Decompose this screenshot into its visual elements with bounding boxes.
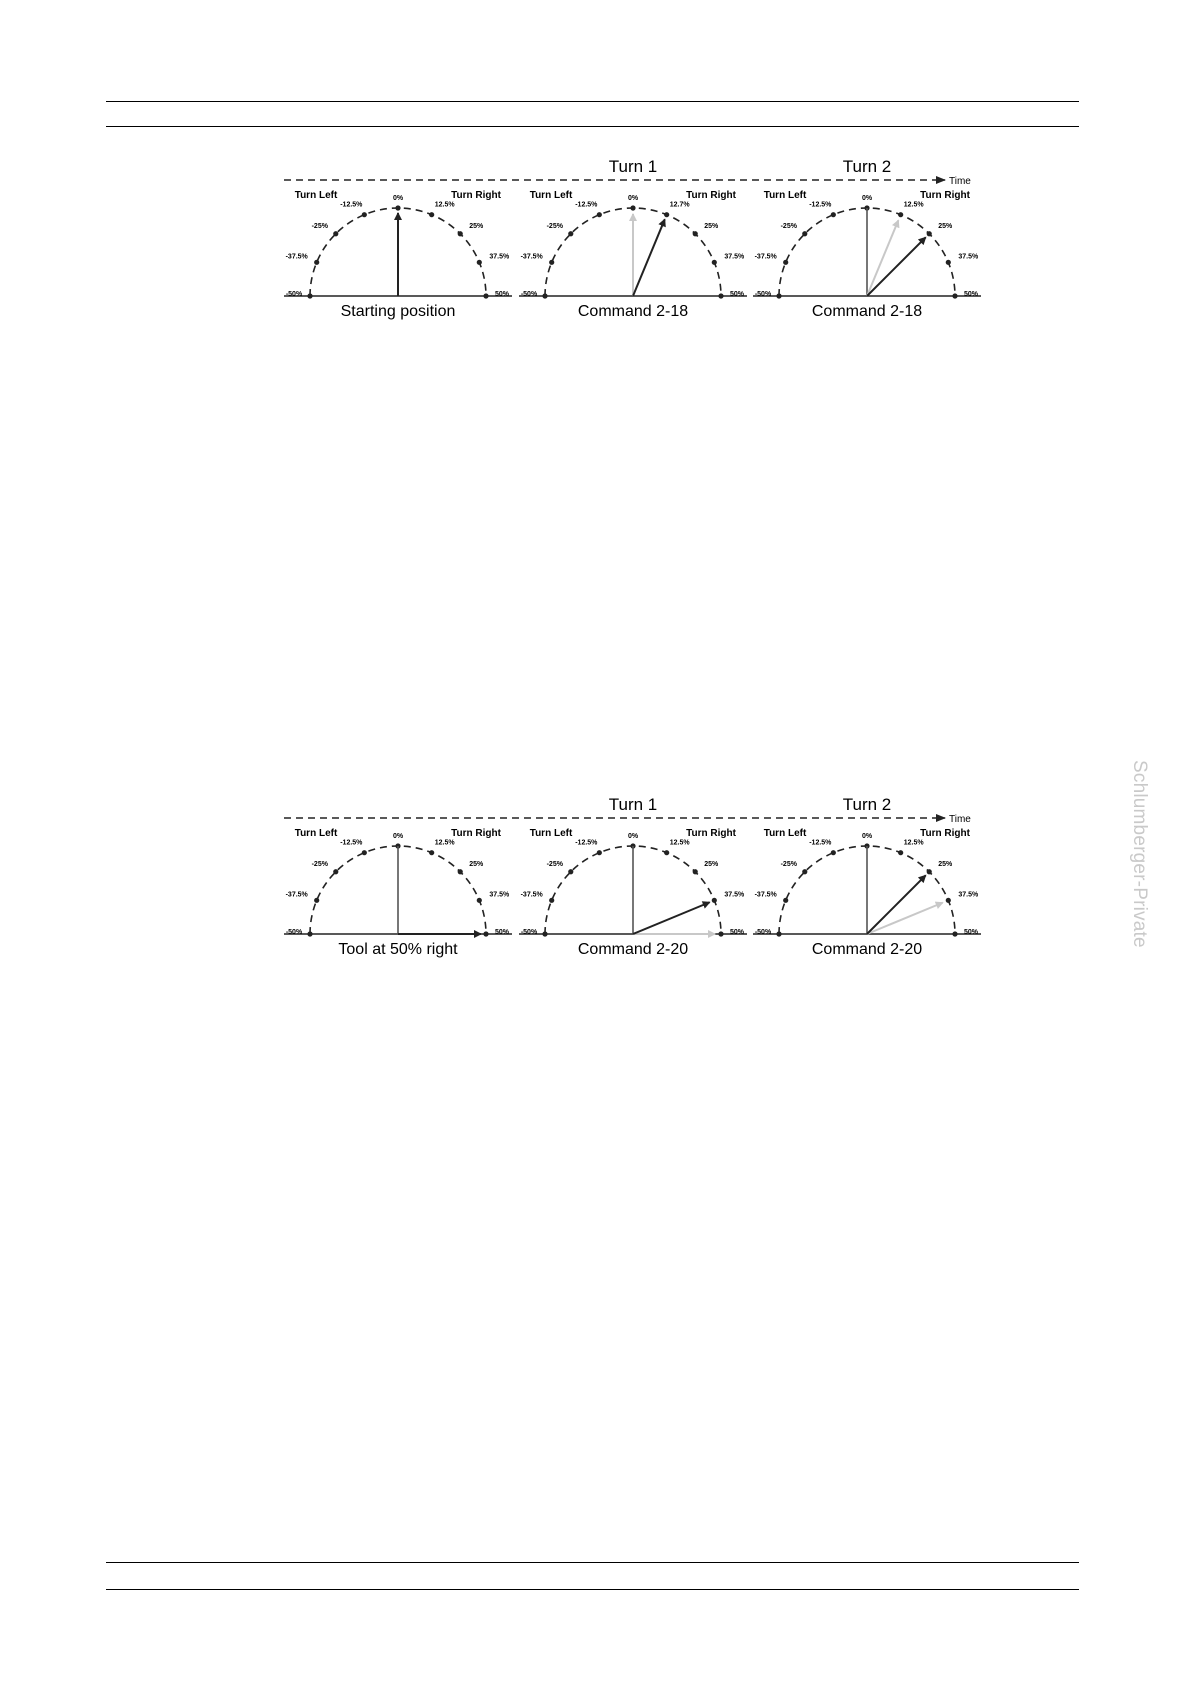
gauge-tick	[946, 898, 951, 903]
gauge-tick	[802, 231, 807, 236]
gauge-tick	[927, 869, 932, 874]
gauge-tick-label: 0%	[392, 195, 404, 202]
gauge-panel	[284, 828, 512, 958]
gauge-tick-label: 12.5%	[669, 839, 690, 847]
turn-left-label: Turn Left	[529, 190, 573, 201]
current-position-arrow	[633, 902, 710, 934]
gauge-tick	[693, 869, 698, 874]
gauge-tick-label: -37.5%	[285, 891, 308, 899]
gauge-tick	[429, 850, 434, 855]
gauge-tick-label: -50%	[520, 929, 538, 936]
gauge-tick	[362, 850, 367, 855]
header-rule-bottom	[106, 126, 1079, 127]
gauge-tick	[458, 869, 463, 874]
panel-caption: Command 2-20	[811, 941, 923, 958]
gauge-tick-label: 37.5%	[958, 891, 979, 899]
gauge-tick-label: 50%	[494, 929, 510, 936]
steering-diagram-1-svg	[0, 150, 1192, 335]
panel-caption: Tool at 50% right	[338, 941, 458, 958]
gauge-panel	[753, 190, 981, 320]
gauge-tick-label: 0%	[392, 833, 404, 840]
panel-caption: Command 2-18	[577, 303, 689, 320]
gauge-tick-label: 50%	[494, 291, 510, 298]
gauge-tick-label: 37.5%	[489, 253, 510, 261]
gauge-tick	[776, 931, 781, 936]
turn-label: Turn 2	[842, 157, 892, 176]
gauge-tick	[831, 850, 836, 855]
current-position-arrow	[867, 875, 926, 934]
gauge-tick	[693, 231, 698, 236]
gauge-tick-label: -37.5%	[754, 891, 777, 899]
gauge-panel	[753, 828, 981, 958]
gauge-tick-label: -37.5%	[520, 253, 543, 261]
gauge-tick	[783, 260, 788, 265]
gauge-tick	[542, 293, 547, 298]
gauge-tick	[542, 931, 547, 936]
gauge-tick-label: 50%	[963, 929, 979, 936]
gauge-tick	[314, 260, 319, 265]
gauge-tick	[776, 293, 781, 298]
gauge-tick	[307, 931, 312, 936]
gauge-tick	[946, 260, 951, 265]
previous-position-arrow	[867, 903, 943, 934]
time-label: Time	[949, 814, 971, 825]
gauge-tick-label: 0%	[627, 195, 639, 202]
gauge-tick-label: -25%	[311, 860, 328, 868]
gauge-tick	[429, 212, 434, 217]
gauge-tick	[477, 898, 482, 903]
footer-rule-bottom	[106, 1589, 1079, 1590]
gauge-tick-label: 12.5%	[903, 201, 924, 209]
gauge-tick	[333, 869, 338, 874]
gauge-tick-label: -37.5%	[520, 891, 543, 899]
gauge-tick-label: -50%	[285, 929, 303, 936]
gauge-tick-label: -25%	[780, 860, 797, 868]
gauge-tick-label: 25%	[938, 222, 953, 230]
turn-label: Turn 1	[608, 157, 658, 176]
gauge-tick-label: -50%	[520, 291, 538, 298]
gauge-tick	[458, 231, 463, 236]
gauge-tick	[802, 869, 807, 874]
gauge-tick	[568, 869, 573, 874]
panel-caption: Starting position	[340, 303, 456, 320]
turn-right-label: Turn Right	[451, 828, 501, 839]
gauge-tick-label: -37.5%	[285, 253, 308, 261]
turn-label: Turn 1	[608, 795, 658, 814]
gauge-tick	[898, 850, 903, 855]
gauge-tick-label: -12.5%	[575, 839, 598, 847]
gauge-tick	[927, 231, 932, 236]
turn-label: Turn 2	[842, 795, 892, 814]
gauge-tick-label: -12.5%	[809, 839, 832, 847]
footer-rule-top	[106, 1562, 1079, 1563]
gauge-tick-label: 12.7%	[669, 201, 690, 209]
gauge-tick-label: -25%	[546, 222, 563, 230]
gauge-tick	[952, 293, 957, 298]
previous-position-arrow	[867, 220, 898, 296]
header-rule-top	[106, 101, 1079, 102]
gauge-tick	[718, 293, 723, 298]
gauge-tick	[630, 205, 635, 210]
gauge-tick-label: -12.5%	[340, 201, 363, 209]
panel-caption: Command 2-18	[811, 303, 923, 320]
gauge-panel	[284, 190, 512, 320]
gauge-tick	[549, 898, 554, 903]
turn-right-label: Turn Right	[920, 828, 970, 839]
gauge-tick	[597, 212, 602, 217]
gauge-panel	[519, 828, 747, 958]
gauge-tick-label: 25%	[469, 222, 484, 230]
gauge-tick	[568, 231, 573, 236]
gauge-tick	[831, 212, 836, 217]
gauge-tick-label: 37.5%	[958, 253, 979, 261]
turn-right-label: Turn Right	[920, 190, 970, 201]
gauge-tick-label: 25%	[469, 860, 484, 868]
gauge-tick-label: -25%	[311, 222, 328, 230]
gauge-tick-label: -37.5%	[754, 253, 777, 261]
gauge-tick-label: -12.5%	[575, 201, 598, 209]
gauge-tick-label: -50%	[754, 291, 772, 298]
gauge-tick	[712, 898, 717, 903]
current-position-arrow	[867, 237, 926, 296]
gauge-tick-label: -12.5%	[340, 839, 363, 847]
gauge-tick-label: -25%	[546, 860, 563, 868]
gauge-tick	[314, 898, 319, 903]
gauge-tick-label: 25%	[704, 860, 719, 868]
gauge-tick	[783, 898, 788, 903]
time-label: Time	[949, 176, 971, 187]
gauge-tick-label: 12.5%	[434, 201, 455, 209]
gauge-tick-label: 25%	[938, 860, 953, 868]
gauge-tick	[664, 850, 669, 855]
gauge-tick-label: 37.5%	[724, 891, 745, 899]
turn-right-label: Turn Right	[451, 190, 501, 201]
gauge-tick-label: -50%	[754, 929, 772, 936]
gauge-tick	[549, 260, 554, 265]
gauge-tick	[597, 850, 602, 855]
gauge-tick-label: 50%	[729, 929, 745, 936]
gauge-tick	[898, 212, 903, 217]
gauge-tick	[952, 931, 957, 936]
gauge-tick-label: 37.5%	[489, 891, 510, 899]
turn-left-label: Turn Left	[294, 828, 338, 839]
turn-left-label: Turn Left	[763, 190, 807, 201]
current-position-arrow	[633, 219, 665, 296]
gauge-tick	[362, 212, 367, 217]
gauge-tick-label: 12.5%	[903, 839, 924, 847]
gauge-tick-label: 50%	[963, 291, 979, 298]
gauge-tick-label: -25%	[780, 222, 797, 230]
gauge-tick	[307, 293, 312, 298]
gauge-tick-label: 0%	[861, 195, 873, 202]
watermark-text: Schlumberger-Private	[1129, 760, 1150, 948]
gauge-panel	[519, 190, 747, 320]
gauge-tick-label: -12.5%	[809, 201, 832, 209]
gauge-tick-label: 37.5%	[724, 253, 745, 261]
panel-caption: Command 2-20	[577, 941, 689, 958]
gauge-tick	[483, 293, 488, 298]
gauge-tick	[664, 212, 669, 217]
gauge-tick-label: 12.5%	[434, 839, 455, 847]
gauge-tick-label: 25%	[704, 222, 719, 230]
gauge-tick-label: -50%	[285, 291, 303, 298]
gauge-tick-label: 0%	[861, 833, 873, 840]
turn-left-label: Turn Left	[529, 828, 573, 839]
turn-left-label: Turn Left	[294, 190, 338, 201]
gauge-tick	[712, 260, 717, 265]
gauge-tick	[718, 931, 723, 936]
gauge-tick-label: 0%	[627, 833, 639, 840]
gauge-tick	[483, 931, 488, 936]
gauge-tick	[395, 205, 400, 210]
turn-right-label: Turn Right	[686, 828, 736, 839]
turn-right-label: Turn Right	[686, 190, 736, 201]
gauge-tick	[333, 231, 338, 236]
steering-diagram-1	[0, 150, 1192, 335]
gauge-tick-label: 50%	[729, 291, 745, 298]
gauge-tick	[477, 260, 482, 265]
turn-left-label: Turn Left	[763, 828, 807, 839]
steering-diagram-2-svg	[0, 788, 1192, 973]
steering-diagram-2	[0, 788, 1192, 973]
